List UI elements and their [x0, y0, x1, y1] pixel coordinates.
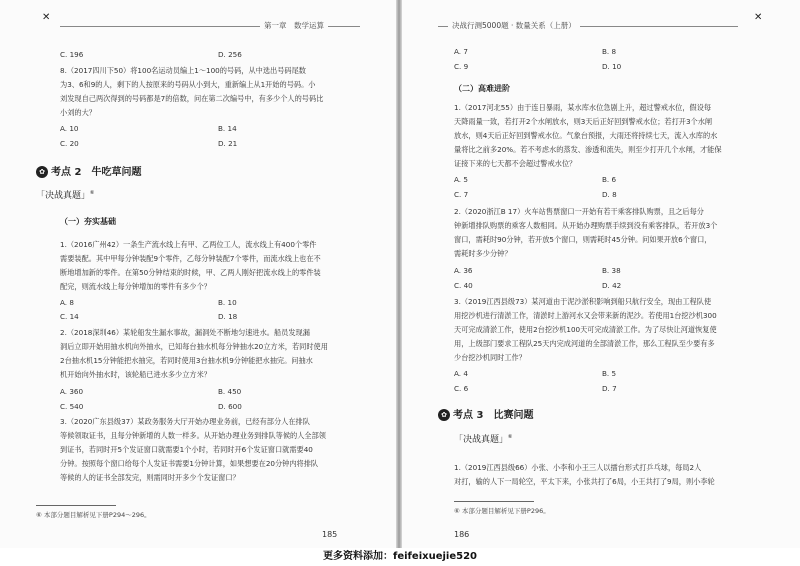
option: C. 7 [454, 190, 469, 199]
question-line: 分钟。按照每个窗口给每个人发证书需要1分钟计算，如果想要在20分钟内将排队 [60, 459, 319, 468]
option: C. 20 [60, 139, 79, 148]
left-page-header [60, 18, 360, 34]
option: D. 18 [218, 312, 238, 321]
question-line: 等候领取证书，且每分钟新增的人数一样多。从开始办理业务到排队等候的人全部领 [60, 431, 326, 440]
footnote-ref: ⑥ [508, 434, 513, 440]
option: B. 38 [602, 266, 621, 275]
exam-heading: 「决战真题」⑥ [454, 434, 513, 445]
option: A. 5 [454, 175, 468, 184]
option: A. 10 [60, 124, 79, 133]
question-line: 1.（2016广州42）一条生产流水线上有甲、乙两位工人，流水线上有400个零件 [60, 240, 317, 249]
footnote-divider [454, 501, 534, 502]
option: D. 10 [602, 62, 622, 71]
option: D. 42 [602, 281, 622, 290]
option: A. 8 [60, 298, 74, 307]
flower-icon: ✿ [36, 166, 48, 178]
option: A. 36 [454, 266, 473, 275]
option: A. 4 [454, 369, 468, 378]
option: B. 450 [218, 387, 242, 396]
question-line: 2.（2018深圳46）某轮船发生漏水事故，漏洞处不断地匀速进水。船员发现漏 [60, 328, 310, 337]
crop-mark-icon: ✕ [42, 12, 51, 23]
question-line: 量将比之前多20%。若不考虑水的蒸发、渗透和流失，则至少打开几个水闸，才能保 [454, 145, 722, 154]
section-title-text: 考点 2 牛吃草问题 [51, 167, 142, 178]
right-page [402, 0, 800, 548]
flower-icon: ✿ [438, 409, 450, 421]
right-page-header [438, 18, 738, 34]
option: B. 8 [602, 47, 617, 56]
option: A. 360 [60, 387, 84, 396]
question-line: 配完，则流水线上每分钟增加的零件有多少个？ [60, 282, 211, 291]
option: B. 5 [602, 369, 617, 378]
question-line: 天降雨量一致，若打开2个水闸放水，则3天后正好回到警戒水位；若打开3个水闸 [454, 117, 713, 126]
footnote: ⑥ 本部分题目解析见下册P294～296。 [36, 511, 151, 519]
question-line: 等候的人的证书全部发完，则需同时开多少个发证窗口？ [60, 473, 240, 482]
option: C. 9 [454, 62, 469, 71]
section-title [36, 163, 141, 178]
question-line: 证接下来的七天都不会超过警戒水位？ [454, 159, 577, 168]
left-header-text: 第一章 数学运算 [260, 20, 328, 31]
question-line: 需耗时多少分钟？ [454, 249, 512, 258]
footnote-divider [36, 505, 116, 506]
question-line: 小刘的大？ [60, 108, 96, 117]
question-line: 窗口，需耗时90分钟，若开放5个窗口，则需耗时45分钟。问如果开放6个窗口， [454, 235, 712, 244]
question-line: 2.（2020浙江B 17）火车站售票窗口一开始有若干乘客排队购票，且之后每分 [454, 207, 704, 216]
option: D. 256 [218, 50, 242, 59]
footnote-ref: ⑥ [90, 190, 95, 196]
question-line: 8.（2017四川下50）将100名运动员编上1～100的号码，从中选出号码尾数 [60, 66, 306, 75]
exam-heading-text: 决战真题 [45, 191, 82, 201]
question-line: 需要装配。其中甲每分钟装配9个零件，乙每分钟装配7个零件，而流水线上也在不 [60, 254, 321, 263]
option: B. 10 [218, 298, 237, 307]
footnote: ⑥ 本部分题目解析见下册P296。 [454, 507, 550, 515]
question-line: 对打，输的人下一局轮空，平太下来，小张共打了6局，小王共打了9局，则小李轮 [454, 477, 715, 486]
question-line: 机开始向外抽水时，该轮船已进水多少立方米？ [60, 370, 211, 379]
subsection-title: （二）高难进阶 [454, 84, 510, 93]
question-line: 断地增加新的零件。在第50分钟结束的时候，甲、乙两人刚好把流水线上的零件装 [60, 268, 321, 277]
question-line: 为3、6和9的人，剩下的人按原来的号码从小到大，重新编上从1开始的号码。小 [60, 80, 316, 89]
option: B. 6 [602, 175, 617, 184]
option: D. 21 [218, 139, 238, 148]
option: C. 540 [60, 402, 84, 411]
question-line: 到证书，若同时开5个发证窗口就需要1个小时，若同时开6个发证窗口就需要40 [60, 445, 313, 454]
option: A. 7 [454, 47, 468, 56]
page-number: 186 [454, 530, 470, 539]
option: B. 14 [218, 124, 237, 133]
option: C. 6 [454, 384, 469, 393]
section-title-text: 考点 3 比赛问题 [453, 410, 534, 421]
question-line: 放水，则4天后正好回到警戒水位。气象台预报，大雨还将持续七天，流入水库的水 [454, 131, 718, 140]
page-number: 185 [322, 530, 338, 539]
left-page [0, 0, 396, 548]
section-title [438, 406, 533, 421]
question-line: 3.（2020广东县级37）某政务服务大厅开始办理业务前，已经有部分人在排队 [60, 417, 310, 426]
question-line: 用，上级部门要求工程队25天内完成河道的全部清淤工作，那么工程队至少要有多 [454, 339, 715, 348]
question-line: 3.（2019江西县级73）某河道由于泥沙淤积影响到船只航行安全，现由工程队使 [454, 297, 712, 306]
right-header-text: 决战行测5000题 · 数量关系（上册） [448, 20, 580, 31]
exam-heading-text: 决战真题 [463, 435, 500, 445]
option: D. 600 [218, 402, 242, 411]
subsection-title: （一）夯实基础 [60, 217, 116, 226]
option: C. 14 [60, 312, 79, 321]
exam-heading: 「决战真题」⑥ [36, 190, 95, 201]
question-line: 2台抽水机15分钟能把水抽完，若同时使用3台抽水机9分钟能把水抽完。问抽水 [60, 356, 313, 365]
question-line: 天可完成清淤工作，使用2台挖沙机100天可完成清淤工作。为了尽快让河道恢复使 [454, 325, 717, 334]
option: C. 40 [454, 281, 473, 290]
question-line: 少台挖沙机同时工作？ [454, 353, 526, 362]
option: D. 7 [602, 384, 617, 393]
watermark-banner: 更多资料添加：feifeixuejie520 [323, 551, 477, 562]
option: C. 196 [60, 50, 84, 59]
question-line: 1.（2017河北55）由于连日暴雨，某水库水位急剧上升，超过警戒水位，假设每 [454, 103, 712, 112]
crop-mark-icon: ✕ [754, 12, 763, 23]
option: D. 8 [602, 190, 617, 199]
question-line: 1.（2019江西县级66）小张、小李和小王三人以擂台形式打乒乓球，每局2人 [454, 463, 702, 472]
question-line: 用挖沙机进行清淤工作，清淤时上游河水又会带来新的泥沙。若使用1台挖沙机300 [454, 311, 717, 320]
question-line: 洞后立即开始用抽水机向外抽水，已知每台抽水机每分钟抽水20立方米，若同时使用 [60, 342, 328, 351]
question-line: 刘发现自己两次得到的号码都是7的倍数，问在第二次编号中，有多少个人的号码比 [60, 94, 324, 103]
question-line: 钟新增排队购票的乘客人数相同。从开始办理购票手续到没有乘客排队，若开放3个 [454, 221, 718, 230]
